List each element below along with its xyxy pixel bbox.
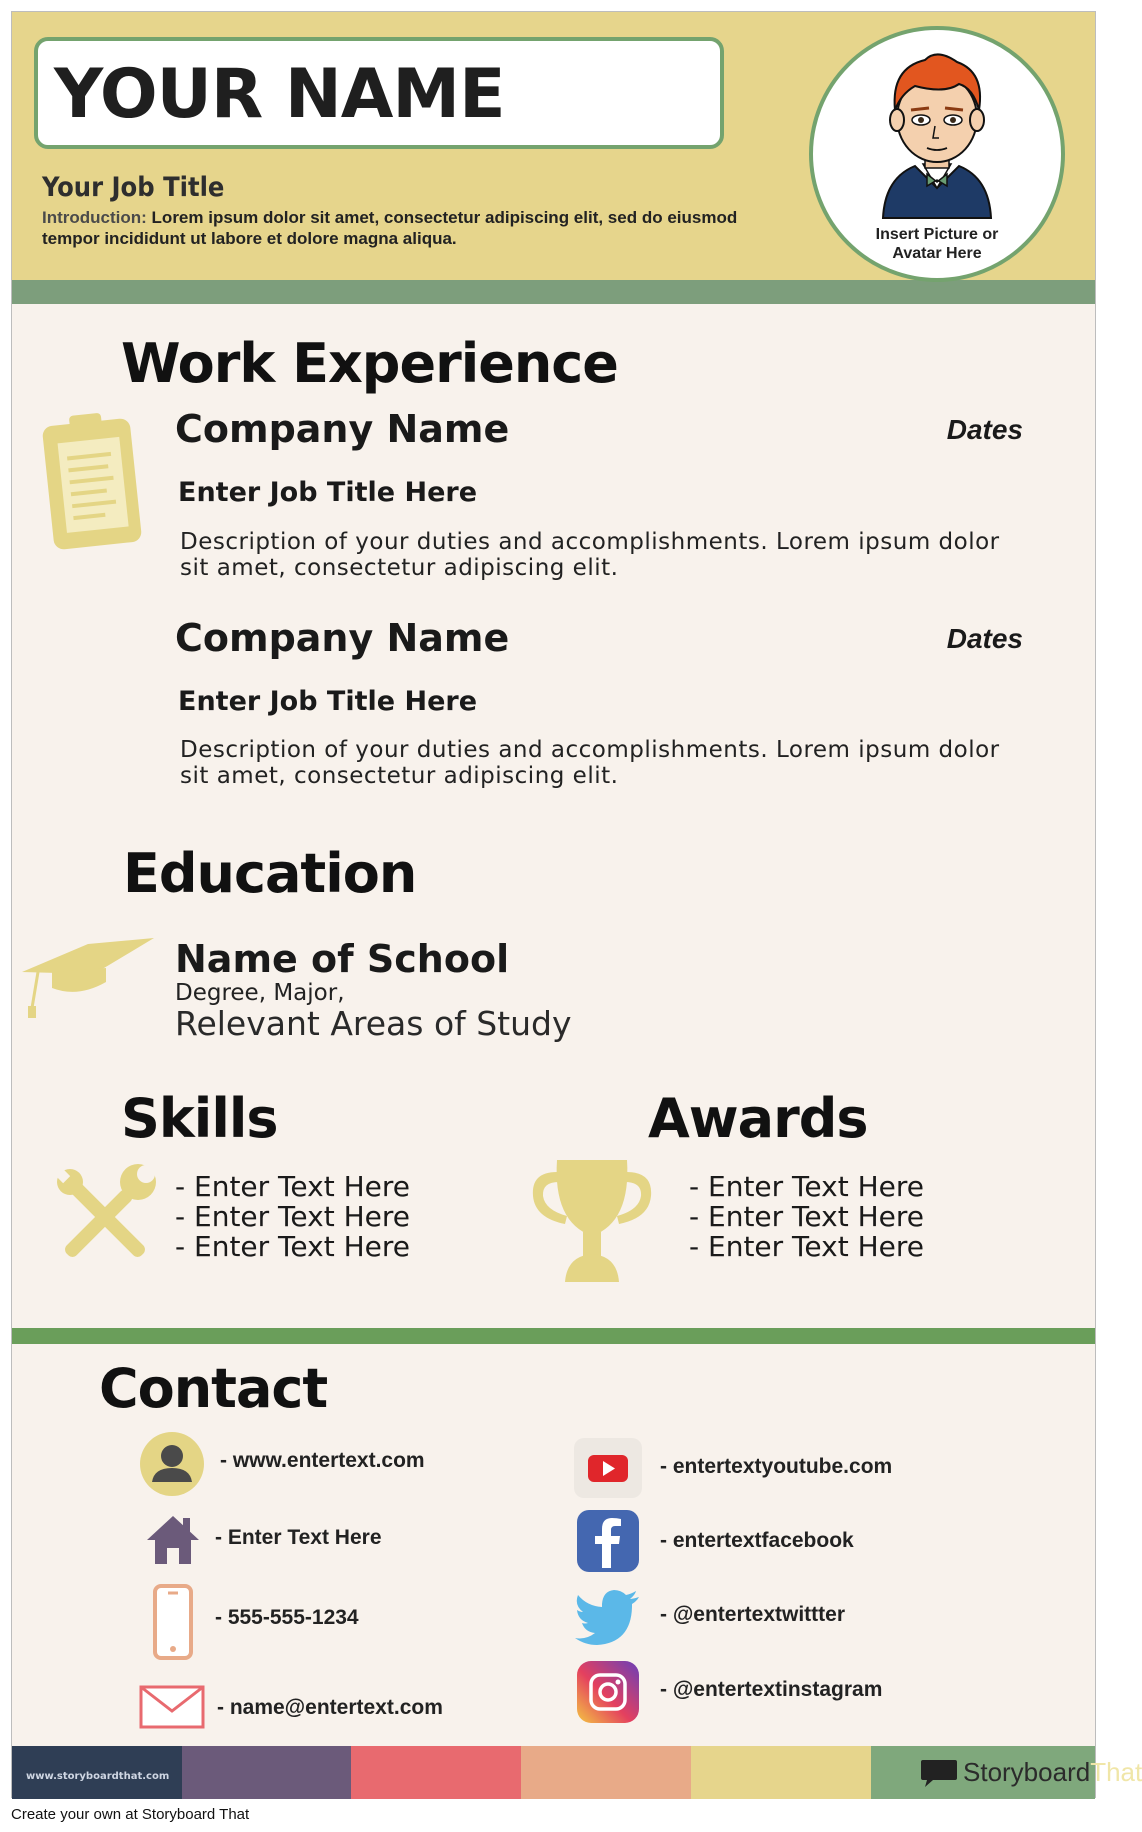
- mail-icon: [139, 1685, 205, 1729]
- skill-item-1: - Enter Text Here: [175, 1170, 410, 1203]
- instagram-icon: [577, 1661, 639, 1723]
- job-title-2[interactable]: Enter Job Title Here: [178, 686, 478, 717]
- footer-swatch-5: [691, 1746, 872, 1799]
- dates-2[interactable]: Dates: [946, 623, 1023, 654]
- resume-page: [11, 11, 1142, 1798]
- avatar-icon: [875, 38, 999, 218]
- clipboard-icon: [40, 404, 144, 554]
- twitter-text[interactable]: - @entertextwittter: [660, 1603, 846, 1626]
- school-name[interactable]: Name of School: [175, 937, 510, 981]
- home-icon: [145, 1512, 201, 1568]
- contact-divider: [12, 1328, 1095, 1344]
- logo-word-that: That: [1090, 1757, 1142, 1787]
- storyboard-caption[interactable]: Create your own at Storyboard That: [11, 1806, 250, 1823]
- skills-heading: Skills: [121, 1087, 278, 1150]
- address-text[interactable]: - Enter Text Here: [215, 1526, 382, 1549]
- logo-wordmark: [963, 1757, 1142, 1788]
- trophy-icon: [527, 1152, 657, 1287]
- name-box[interactable]: [34, 37, 724, 149]
- avatar-caption-line1: Insert Picture or: [875, 226, 999, 243]
- tools-icon: [50, 1162, 160, 1272]
- footer-swatch-3: [351, 1746, 521, 1799]
- facebook-icon: [577, 1510, 639, 1572]
- award-item-2: - Enter Text Here: [689, 1200, 924, 1233]
- facebook-text[interactable]: - entertextfacebook: [660, 1529, 854, 1552]
- job-title[interactable]: Your Job Title: [42, 172, 225, 203]
- dates-1[interactable]: Dates: [946, 414, 1023, 445]
- storyboardthat-logo[interactable]: [919, 1752, 1142, 1792]
- phone-text[interactable]: - 555-555-1234: [215, 1606, 359, 1629]
- instagram-text[interactable]: - @entertextinstagram: [660, 1678, 883, 1701]
- your-name[interactable]: YOUR NAME: [54, 55, 505, 134]
- email-text[interactable]: - name@entertext.com: [217, 1696, 443, 1719]
- website-text[interactable]: - www.entertext.com: [220, 1449, 425, 1472]
- intro-text: Lorem ipsum dolor sit amet, consectetur adipiscing elit, sed do eiusmod tempor incididunt ut labore et dolore magna aliqua.: [42, 208, 738, 248]
- footer-swatch-4: [521, 1746, 691, 1799]
- award-item-3: - Enter Text Here: [689, 1230, 924, 1263]
- job-description-1-line1: Description of your duties and accomplishments. Lorem ipsum dolor: [180, 529, 1000, 555]
- person-icon: [140, 1432, 204, 1496]
- degree-major[interactable]: Degree, Major,: [175, 980, 345, 1006]
- company-name-1[interactable]: Company Name: [175, 407, 510, 451]
- job-description-1-line2: sit amet, consectetur adipiscing elit.: [180, 555, 619, 581]
- intro-label: Introduction:: [42, 208, 147, 227]
- phone-icon: [152, 1583, 194, 1661]
- youtube-icon: [574, 1438, 642, 1498]
- graduation-cap-icon: [18, 922, 158, 1022]
- youtube-text[interactable]: - entertextyoutube.com: [660, 1455, 893, 1478]
- skill-item-2: - Enter Text Here: [175, 1200, 410, 1233]
- avatar-caption: [813, 225, 1061, 263]
- skills-list[interactable]: [175, 1172, 410, 1262]
- job-description-2-line1: Description of your duties and accomplishments. Lorem ipsum dolor: [180, 737, 1000, 763]
- introduction[interactable]: [42, 207, 742, 249]
- awards-list[interactable]: [689, 1172, 924, 1262]
- company-name-2[interactable]: Company Name: [175, 616, 510, 660]
- logo-word-storyboard: Storyboard: [963, 1757, 1091, 1787]
- skill-item-3: - Enter Text Here: [175, 1230, 410, 1263]
- job-title-1[interactable]: Enter Job Title Here: [178, 477, 478, 508]
- footer-url[interactable]: www.storyboardthat.com: [26, 1771, 170, 1782]
- speech-bubble-icon: [919, 1758, 959, 1788]
- award-item-1: - Enter Text Here: [689, 1170, 924, 1203]
- job-description-2-line2: sit amet, consectetur adipiscing elit.: [180, 763, 619, 789]
- contact-heading: Contact: [99, 1357, 328, 1420]
- work-experience-heading: Work Experience: [121, 332, 618, 395]
- footer-swatch-2: [182, 1746, 352, 1799]
- job-description-1[interactable]: [180, 529, 1030, 581]
- education-heading: Education: [123, 842, 417, 905]
- relevant-areas[interactable]: Relevant Areas of Study: [175, 1004, 572, 1043]
- job-description-2[interactable]: [180, 737, 1030, 789]
- avatar-caption-line2: Avatar Here: [892, 245, 982, 262]
- twitter-icon: [575, 1589, 641, 1645]
- header-divider: [12, 280, 1095, 304]
- avatar-circle[interactable]: [809, 26, 1065, 282]
- awards-heading: Awards: [648, 1087, 868, 1150]
